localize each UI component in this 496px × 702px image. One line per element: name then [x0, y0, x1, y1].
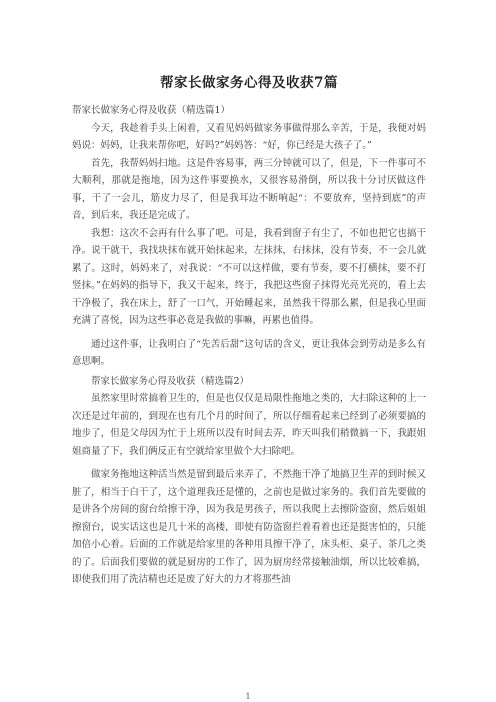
paragraph: 今天，我趁着手头上闲着，又看见妈妈做家务事做得那么辛苦，于是，我便对妈妈说：妈妈，让我来帮你吧，好吗?”妈妈答：“好，你已经是大孩子了。” [72, 122, 426, 151]
paragraph: 虽然家里时常搞着卫生的，但是也仅仅是局限性拖地之类的，大扫除这种的上一次还是过年前的，到现在也有几个月的时间了，所以仔细看起来已经到了必须要搞的地步了，但是父母因为忙于上班所以没有时间去弄，昨天叫我们稍微搞一下，我跟姐姐商量了下，我们俩反正有空就给家里做个大扫除吧。 [72, 393, 426, 457]
page-number: 1 [245, 692, 251, 701]
document-title: 帮家长做家务心得及收获7篇 [160, 75, 338, 91]
section-heading: 帮家长做家务心得及收获（精选篇2） [91, 375, 250, 387]
paragraph: 我想：这次不会再有什么事了吧。可是，我看到窗子有尘了，不如也把它也搞干净。说干就干，我找块抹布就开始抹起来，左抹抹，右抹抹，没有节奏，不一会儿就累了。这时，妈妈来了，对我说：“不可以这样做，要有节奏，要不打横抹，要不打竖抹。”在妈妈的指导下，我又干起来，终于，我把这些窗子抹得光亮光亮的，看上去干净极了，我在床上，舒了一口气，开始睡起来，虽然我干得那么累，但是我心里面充满了喜悦，因为这些事必竟是我做的事嘛，再累也值得。 [72, 227, 426, 326]
section-2 [72, 373, 426, 589]
paragraph: 做家务拖地这种活当然是留到最后来弄了，不然拖干净了地搞卫生弄的到时候又脏了，相当于白干了，这个道理我还是懂的，之前也是做过家务的。我们首先要做的是讲各个房间的窗台给擦干净，因为我是男孩子，所以我爬上去擦阶盗窗，然后姐姐擦窗台，说实话这也是几十米的高楼，即使有防盗窗拦着看着也还是挺害怕的，只能加倍小心着。后面的工作就是给家里的各种用具擦干净了，床头柜、桌子、茶几之类的了。后面我们要做的就是厨房的工作了，因为厨房经常接触油烟，所以比较难搞，即使我们用了洗洁精也还是废了好大的力才将那些油 [72, 469, 426, 585]
paragraph: 通过这件事，让我明白了“先苦后甜”这句话的含义，更让我体会到劳动是多么有意思啊。 [72, 338, 426, 367]
section-heading: 帮家长做家务心得及收获（精选篇1） [72, 105, 231, 116]
paragraph: 首先，我帮妈妈扫地。这是件容易事，两三分钟就可以了，但是，下一件事可不大顺利，那就是拖地，因为这件事要换水，又很容易滑倒，所以我十分讨厌做这件事，干了一会儿，筋皮力尽了，但是我耳边不断响起“：不要放弃，坚持到底”的声音，到后来，我还是完成了。 [72, 157, 426, 221]
section-1 [72, 102, 426, 371]
